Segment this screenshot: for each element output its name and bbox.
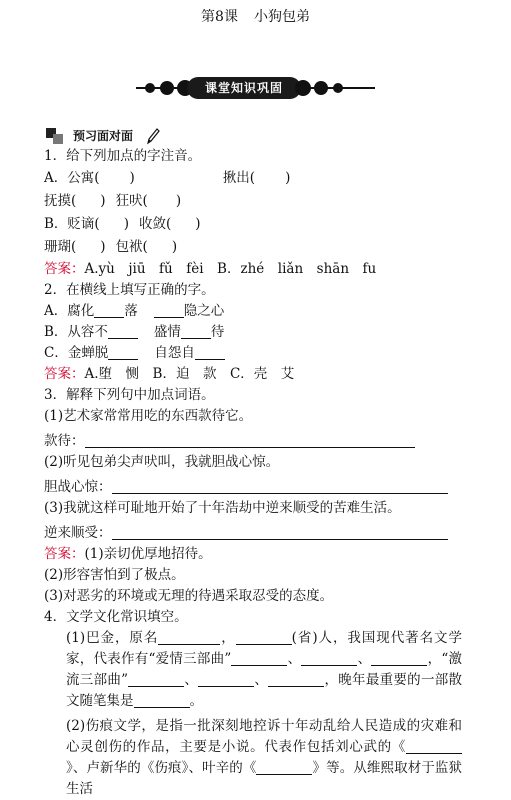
question-stem: 3．解释下列句中加点词语。 bbox=[44, 387, 215, 403]
fill-blank bbox=[112, 524, 448, 540]
fill-blank bbox=[94, 302, 124, 318]
fill-blank bbox=[195, 344, 225, 360]
question-line: B．贬谪( ) 收敛( ) bbox=[44, 216, 201, 232]
question-line: 抚摸( ) 狂吠( ) bbox=[44, 193, 182, 209]
option-text: 包袱( bbox=[115, 239, 148, 255]
fill-blank bbox=[236, 629, 292, 645]
banner-dot bbox=[160, 81, 174, 95]
pencil-icon bbox=[145, 127, 161, 145]
question-sentence: (2)听见包弟尖声吠叫，我就胆战心惊。 bbox=[44, 454, 280, 470]
answer-line bbox=[44, 259, 462, 280]
fill-blank bbox=[85, 432, 415, 448]
fill-blank bbox=[181, 323, 211, 339]
question-stem: 1．给下列加点的字注音。 bbox=[44, 148, 202, 164]
answer-label: 答案： bbox=[44, 366, 85, 382]
answer-line bbox=[44, 544, 462, 565]
fill-blank bbox=[158, 629, 220, 645]
answer-text: A.堕 恻 B．迫 款 C．壳 艾 bbox=[84, 366, 295, 382]
definition-line: 款待： bbox=[44, 431, 462, 452]
exercise-content bbox=[44, 146, 462, 800]
section-label: 预习面对面 bbox=[73, 129, 134, 143]
question-sentence: (1)艺术家常常用吃的东西款待它。 bbox=[44, 408, 253, 424]
fill-blank bbox=[301, 650, 357, 666]
fill-blank bbox=[371, 650, 427, 666]
answer-text: (3)对恶劣的环境或无理的待遇采取忍受的态度。 bbox=[44, 588, 334, 604]
answer-text: (1)亲切优厚地招待。 bbox=[84, 546, 212, 562]
banner-dot bbox=[145, 83, 155, 93]
fill-blank bbox=[406, 738, 462, 754]
option-text: 珊瑚( bbox=[44, 239, 77, 255]
square-icon bbox=[53, 134, 63, 144]
fill-blank bbox=[112, 478, 448, 494]
definition-line: 胆战心惊： bbox=[44, 477, 462, 498]
option-text: 狂吠( bbox=[115, 193, 148, 209]
definition-line: 逆来顺受： bbox=[44, 523, 462, 544]
option-text: 抚摸( bbox=[44, 193, 77, 209]
fill-blank bbox=[231, 650, 287, 666]
banner-rule-right bbox=[305, 87, 375, 89]
paragraph-scar-literature: (2)伤痕文学，是指一批深刻地控诉十年动乱给人民造成的灾难和心灵创伤的作品，主要是小说。代表作包括刘心武的《》、卢新华的《伤痕》、叶辛的《 》等。从维熙取材于监狱生活 bbox=[66, 718, 463, 797]
answer-label: 答案： bbox=[44, 546, 85, 562]
question-stem: 2．在横线上填写正确的字。 bbox=[44, 282, 215, 298]
fill-blank bbox=[128, 671, 184, 687]
option-text: 揪出( bbox=[222, 170, 256, 186]
question-line: C．金蝉脱 自怨自 bbox=[44, 343, 462, 364]
answer-text: A.yù jiū fǔ fèi B．zhé liǎn shān fu bbox=[84, 261, 377, 277]
option-text: A．公寓( bbox=[44, 170, 100, 186]
paragraph-bajin: (1)巴金，原名 ， (省)人，我国现代著名文学家，代表作有“爱情三部曲” 、 、 ，“激流三部曲” 、 、 ，晚年最重要的一部散文随笔集是 。 bbox=[66, 630, 463, 709]
answer-text: (2)形容害怕到了极点。 bbox=[44, 567, 185, 583]
question-line: A．公寓( ) 揪出( ) bbox=[44, 170, 291, 186]
question-line: A．腐化 落 隐之心 bbox=[44, 303, 225, 319]
fill-blank bbox=[256, 759, 312, 775]
answer-label: 答案： bbox=[44, 261, 85, 277]
page-title bbox=[0, 6, 511, 26]
fill-blank bbox=[108, 323, 138, 339]
fill-blank bbox=[154, 302, 184, 318]
fill-blank bbox=[134, 692, 190, 708]
option-text: 收敛( bbox=[138, 216, 172, 232]
question-sentence: (3)我就这样可耻地开始了十年浩劫中逆来顺受的苦难生活。 bbox=[44, 500, 401, 516]
section-banner bbox=[0, 77, 511, 99]
fill-blank bbox=[108, 344, 138, 360]
lesson-number: 第8课 bbox=[201, 9, 238, 25]
answer-line bbox=[44, 364, 462, 385]
option-text: B．贬谪( bbox=[44, 216, 100, 232]
question-line: B．从容不 盛情 待 bbox=[44, 324, 225, 340]
lesson-title: 小狗包弟 bbox=[253, 9, 310, 25]
fill-blank bbox=[198, 671, 254, 687]
banner-label: 课堂知识巩固 bbox=[187, 77, 301, 99]
question-stem: 4．文学文化常识填空。 bbox=[44, 609, 188, 625]
question-line: 珊瑚( ) 包袱( ) bbox=[44, 239, 178, 255]
fill-blank bbox=[268, 671, 324, 687]
